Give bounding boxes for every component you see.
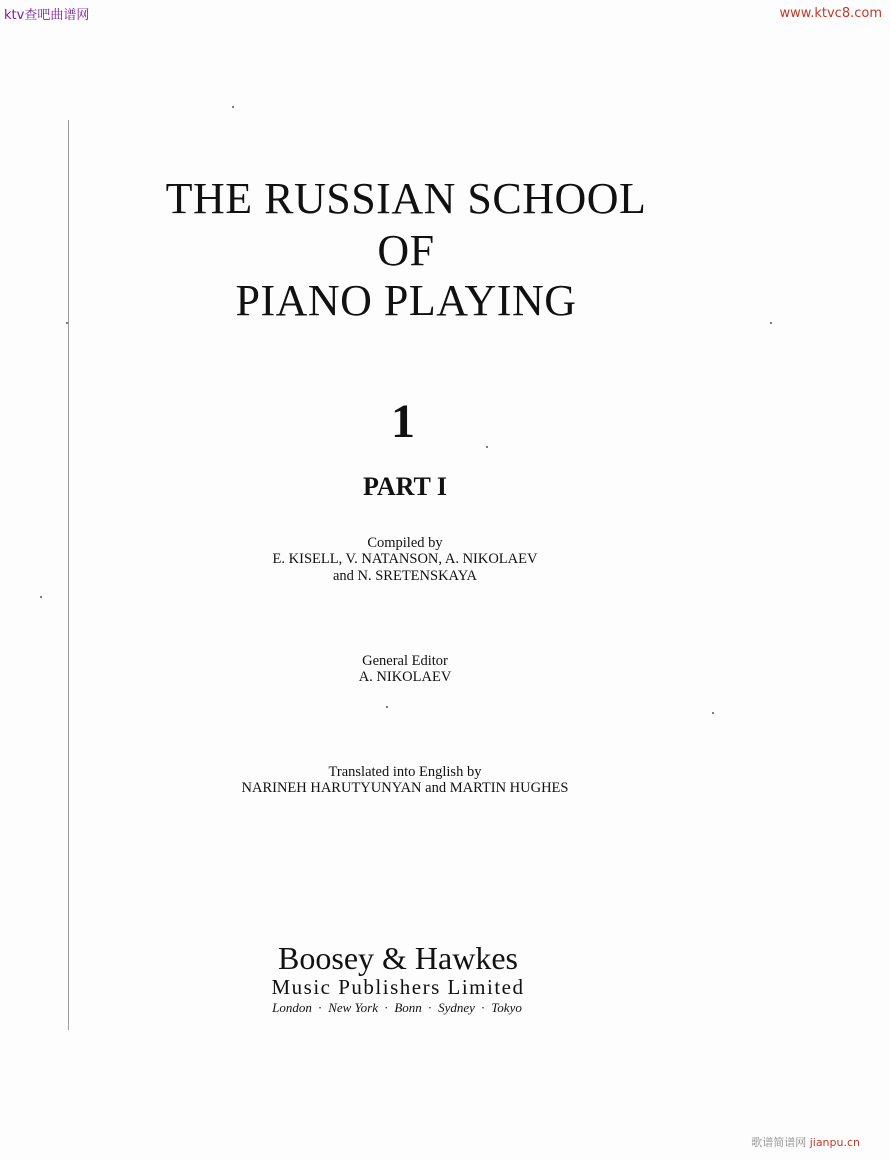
translated-by-heading: Translated into English by (328, 764, 482, 780)
compilers-names: E. KISELL, V. NATANSON, A. NIKOLAEV (272, 551, 538, 567)
title-line-1: THE RUSSIAN SCHOOL (165, 174, 647, 223)
title-line-2: OF (377, 226, 435, 275)
part-heading: PART I (362, 472, 448, 501)
city-new-york: New York (328, 1000, 378, 1015)
paper-speck (40, 596, 42, 598)
city-separator: · (317, 1000, 323, 1015)
watermark-bottom-right (751, 1134, 860, 1150)
watermark-top-left: ktv查吧曲谱网 (4, 8, 90, 23)
volume-number: 1 (391, 395, 415, 448)
general-editor-name: A. NIKOLAEV (358, 669, 452, 685)
city-london: London (272, 1000, 312, 1015)
city-bonn: Bonn (394, 1000, 422, 1015)
translators-names: NARINEH HARUTYUNYAN and MARTIN HUGHES (241, 780, 569, 796)
publisher-cities (0, 998, 794, 1018)
compiled-by-heading: Compiled by (367, 535, 443, 551)
watermark-top-right: www.ktvc8.com (779, 6, 882, 21)
watermark-bottom-prefix: 歌谱简谱网 (751, 1136, 810, 1149)
title-line-3: PIANO PLAYING (235, 276, 577, 325)
paper-speck (386, 706, 388, 708)
city-separator: · (427, 1000, 433, 1015)
compilers-names-continued: and N. SRETENSKAYA (332, 568, 478, 584)
watermark-bottom-site: jianpu.cn (809, 1136, 860, 1149)
general-editor-heading: General Editor (362, 653, 448, 669)
city-sydney: Sydney (438, 1000, 475, 1015)
city-tokyo: Tokyo (491, 1000, 522, 1015)
publisher-name: Boosey & Hawkes (278, 940, 518, 976)
city-separator: · (480, 1000, 486, 1015)
paper-speck (712, 712, 714, 714)
paper-speck (232, 106, 234, 108)
publisher-subtitle: Music Publishers Limited (271, 975, 525, 999)
city-separator: · (383, 1000, 389, 1015)
